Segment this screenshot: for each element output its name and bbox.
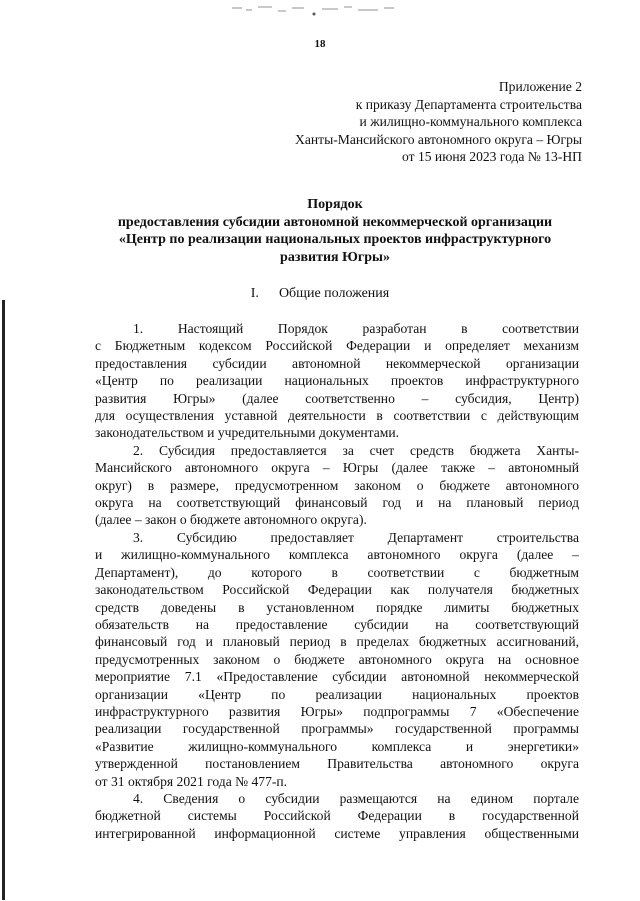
- text-line: финансовый год и плановый период в пределах бюджетных ассигнований,: [95, 634, 579, 650]
- text-line: развития Югры» (далее соответственно – субсидия, Центр): [95, 390, 579, 406]
- title-line: развития Югры»: [280, 249, 390, 265]
- text-line: законодательством Российской Федерации как получателя бюджетных: [95, 582, 579, 598]
- text-line: и жилищно-коммунального комплекса автономного округа (далее –: [95, 547, 579, 563]
- text-line: Мансийского автономного округа – Югры (далее также – автономный: [95, 460, 579, 476]
- appendix-line: к приказу Департамента строительства: [355, 96, 582, 112]
- text-line: предусмотренных законом о бюджете автономного округа на основное: [95, 651, 579, 667]
- paragraph-4: [95, 790, 579, 842]
- appendix-line: от 15 июня 2023 года № 13-НП: [401, 149, 582, 164]
- text-line: утвержденной постановлением Правительства автономного округа: [95, 756, 579, 772]
- scan-edge-bar: [2, 300, 5, 900]
- text-line: интегрированной информационной системе управления общественными: [95, 825, 579, 841]
- text-line: 4. Сведения о субсидии размещаются на едином портале: [133, 790, 579, 806]
- appendix-line: и жилищно-коммунального комплекса: [359, 114, 582, 129]
- paragraph-3: [95, 529, 579, 790]
- text-line: с Бюджетным кодексом Российской Федерации и определяет механизм: [95, 338, 579, 354]
- text-line: «Центр по реализации национальных проектов инфраструктурного: [95, 373, 579, 389]
- text-line: 3. Субсидию предоставляет Департамент строительства: [133, 529, 579, 545]
- text-line: средств доведены в установленном порядке лимиты бюджетных: [95, 599, 579, 615]
- text-line: (далее – закон о бюджете автономного округа).: [95, 512, 367, 528]
- title-line: «Центр по реализации национальных проектов инфраструктурного: [118, 232, 552, 247]
- page-number: 18: [314, 38, 326, 50]
- text-line: инфраструктурного развития Югры» подпрограммы 7 «Обеспечение: [95, 703, 579, 719]
- text-line: законодательством и учредительными документами.: [95, 425, 400, 441]
- text-line: Департамент), до которого в соответствии с бюджетным: [95, 564, 579, 580]
- text-line: обязательств на предоставление субсидии на соответствующий: [95, 616, 579, 632]
- appendix-line: Ханты-Мансийского автономного округа – Югры: [295, 131, 582, 147]
- text-line: предоставления субсидии автономной некоммерческой организации: [95, 355, 579, 371]
- text-line: 2. Субсидия предоставляется за счет средств бюджета Ханты-: [133, 442, 579, 458]
- text-line: округ) в размере, предусмотренном законом о бюджете автономного: [95, 477, 579, 493]
- text-line: организации «Центр по реализации национальных проектов: [95, 686, 579, 702]
- text-line: от 31 октября 2021 года № 477-п.: [95, 773, 288, 789]
- text-line: реализации государственной программы» государственной программы: [95, 721, 579, 737]
- text-line: «Развитие жилищно-коммунального комплекса и энергетики»: [95, 738, 579, 754]
- text-line: мероприятие 7.1 «Предоставление субсидии автономной некоммерческой: [95, 669, 579, 685]
- section-title: Общие положения: [278, 286, 390, 301]
- section-heading: [0, 286, 640, 302]
- scan-noise-marks: [230, 4, 410, 16]
- title-line: предоставления субсидии автономной некоммерческой организации: [117, 214, 553, 230]
- text-line: округа на соответствующий финансовый год и на плановый период: [95, 495, 579, 511]
- paragraph-1: [95, 320, 579, 442]
- body-text: [95, 320, 579, 842]
- document-title: [90, 196, 580, 266]
- section-number: I.: [250, 286, 259, 301]
- text-line: для осуществления уставной деятельности в соответствии с действующим: [95, 408, 579, 424]
- appendix-header: [222, 78, 582, 166]
- text-line: 1. Настоящий Порядок разработан в соответствии: [133, 321, 579, 336]
- appendix-line: Приложение 2: [498, 79, 582, 94]
- title-line: Порядок: [307, 197, 363, 212]
- paragraph-2: [95, 442, 579, 529]
- text-line: бюджетной системы Российской Федерации в государственной: [95, 808, 579, 824]
